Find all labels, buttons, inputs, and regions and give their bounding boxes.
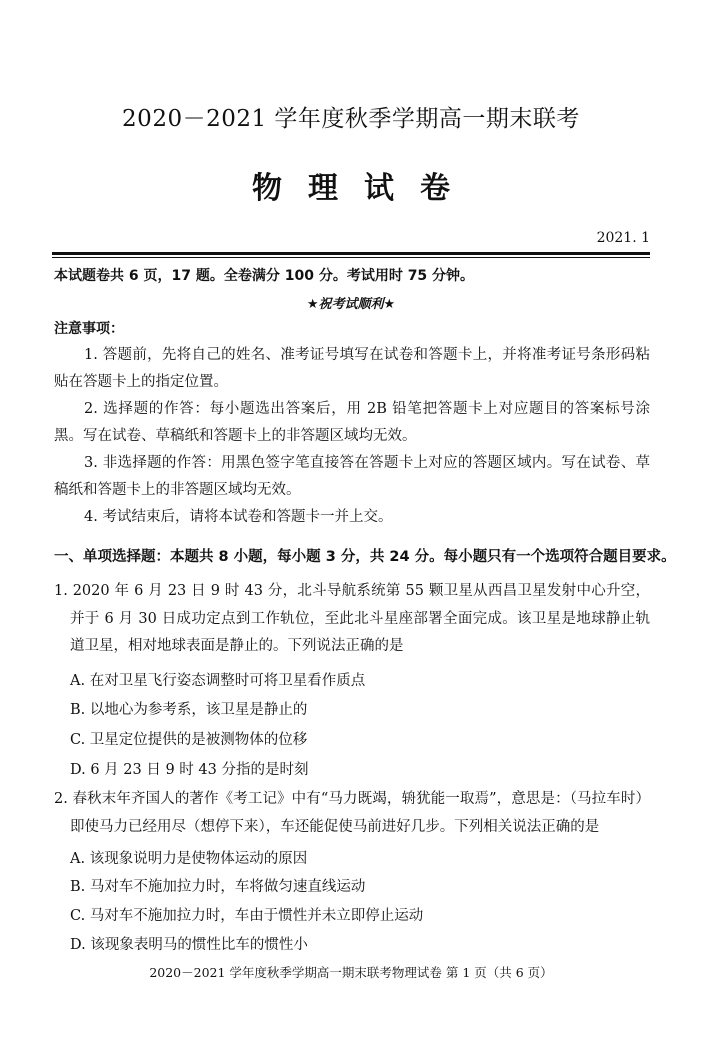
question-2-option-b: B. 马对车不施加拉力时，车将做匀速直线运动 [70,879,366,895]
note-item-4: 4. 考试结束后，请将本试卷和答题卡一并上交。 [84,509,393,525]
question-1-option-c: C. 卫星定位提供的是被测物体的位移 [70,732,308,748]
exam-intro: 本试题卷共 6 页，17 题。全卷满分 100 分。考试用时 75 分钟。 [54,268,475,284]
section-heading: 一、单项选择题：本题共 8 小题，每小题 3 分，共 24 分。每小题只有一个选项符合题目要求。 [54,549,676,565]
header-rule-thin [52,257,650,258]
note-item-1: 1. 答题前，先将自己的姓名、准考证号填写在试卷和答题卡上，并将准考证号条形码粘贴在答题卡上的指定位置。 [54,347,650,390]
question-1-option-a: A. 在对卫星飞行姿态调整时可将卫星看作质点 [70,673,366,689]
question-2-option-c: C. 马对车不施加拉力时，车由于惯性并未立即停止运动 [70,908,424,924]
header-rule-thick [52,252,650,255]
subject-title: 物理试卷 [252,171,476,206]
question-2-option-d: D. 该现象表明马的惯性比车的惯性小 [70,937,308,953]
exam-date: 2021. 1 [596,230,650,246]
question-2-stem: 2. 春秋末年齐国人的著作《考工记》中有“马力既竭，辀犹能一取焉”，意思是：（马拉车时）即使马力已经用尽（想停下来），车还能促使马前进好几步。下列相关说法正确的是 [54,791,650,835]
question-2-option-a: A. 该现象说明力是使物体运动的原因 [70,851,308,867]
page-footer: 2020－2021 学年度秋季学期高一期末联考物理试卷 第 1 页（共 6 页） [149,965,553,980]
good-luck-banner: ★祝考试顺利★ [306,297,396,312]
note-item-3: 3. 非选择题的作答：用黑色签字笔直接答在答题卡上对应的答题区域内。写在试卷、草稿纸和答题卡上的非答题区域均无效。 [54,455,650,498]
question-1-option-d: D. 6 月 23 日 9 时 43 分指的是时刻 [70,762,309,778]
notes-heading: 注意事项： [54,321,124,337]
question-1-stem: 1. 2020 年 6 月 23 日 9 时 43 分，北斗导航系统第 55 颗卫星从西昌卫星发射中心升空，并于 6 月 30 日成功定点到工作轨位，至此北斗星座部署全面完成。该卫星是地球静止轨道卫星，相对地球表面是静止的。下列说法正确的是 [54,583,650,654]
question-1-option-b: B. 以地心为参考系，该卫星是静止的 [70,702,308,718]
note-item-2: 2. 选择题的作答：每小题选出答案后，用 2B 铅笔把答题卡上对应题目的答案标号涂黑。写在试卷、草稿纸和答题卡上的非答题区域均无效。 [54,401,650,444]
exam-title: 2020－2021 学年度秋季学期高一期末联考 [122,106,580,132]
